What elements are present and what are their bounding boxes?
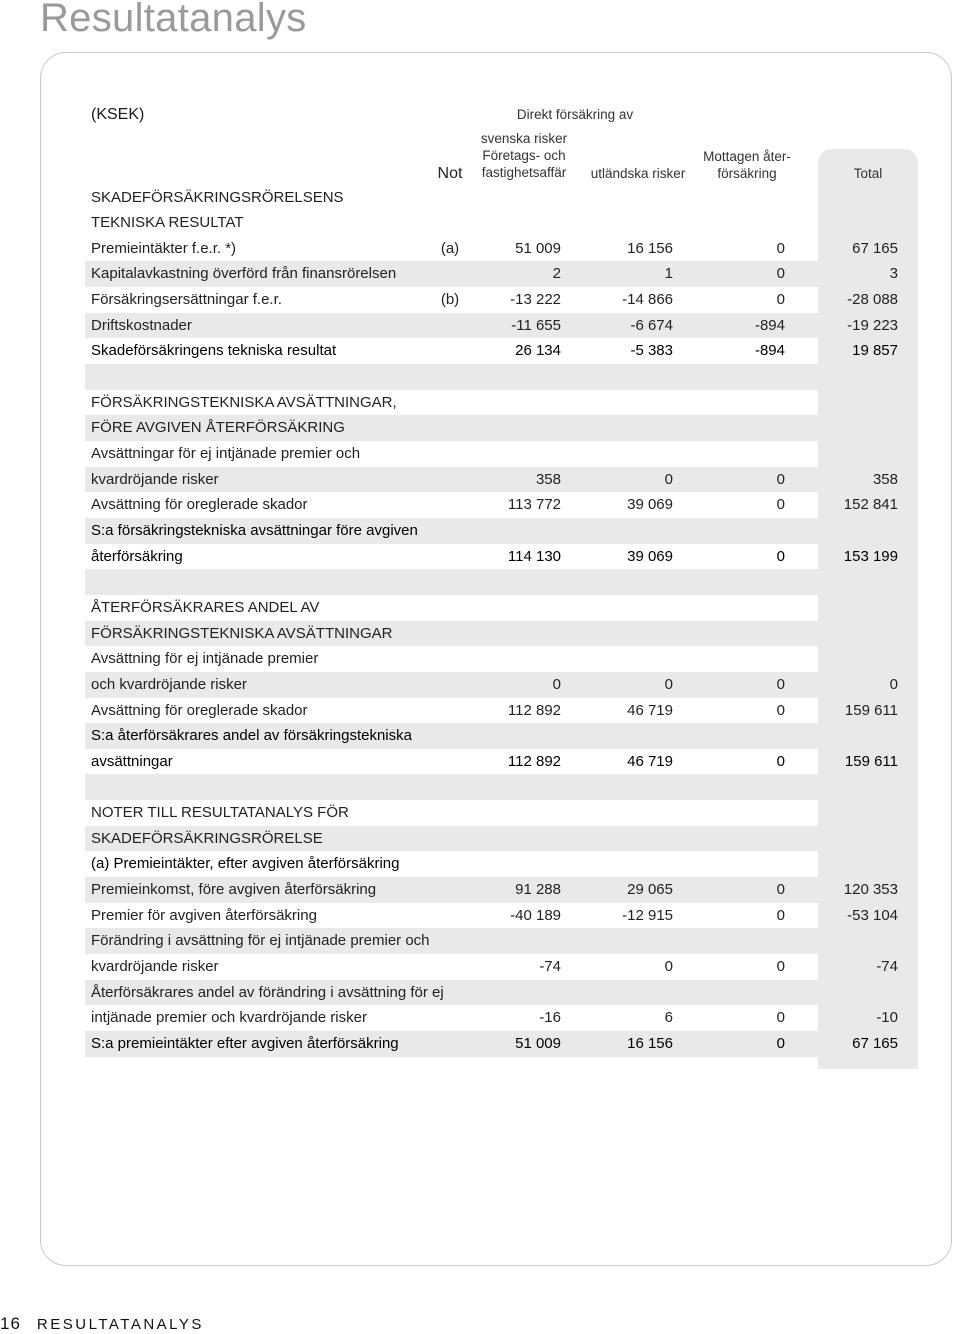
table-row bbox=[85, 390, 918, 416]
row-value-4: 152 841 bbox=[843, 496, 898, 514]
row-value-2: 29 065 bbox=[627, 881, 673, 899]
table-row bbox=[85, 903, 918, 929]
row-value-2: 46 719 bbox=[627, 701, 673, 719]
row-label: Förändring i avsättning för ej intjänade premier och bbox=[91, 932, 430, 950]
row-value-3: -894 bbox=[754, 342, 785, 360]
table-row bbox=[85, 313, 918, 339]
table-row bbox=[85, 851, 918, 877]
row-value-1: 2 bbox=[552, 265, 561, 283]
row-value-1: -40 189 bbox=[510, 906, 561, 924]
row-value-4: 159 611 bbox=[844, 701, 898, 719]
table-row bbox=[85, 826, 918, 852]
table-row bbox=[85, 364, 918, 390]
row-value-4: 67 165 bbox=[852, 239, 898, 257]
header-direkt: Direkt försäkring av bbox=[516, 107, 634, 122]
row-value-1: 112 892 bbox=[507, 701, 561, 719]
row-label: Avsättning för oreglerade skador bbox=[91, 496, 308, 514]
row-label: S:a återförsäkrares andel av försäkringstekniska bbox=[91, 727, 412, 745]
row-label: Avsättning för oreglerade skador bbox=[91, 701, 308, 719]
row-value-4: 19 857 bbox=[852, 342, 898, 360]
row-value-4: 3 bbox=[889, 265, 898, 283]
row-value-1: -13 222 bbox=[510, 291, 561, 309]
row-label: och kvardröjande risker bbox=[91, 675, 247, 693]
table-row bbox=[85, 236, 918, 262]
row-label: ÅTERFÖRSÄKRARES ANDEL AV bbox=[91, 598, 320, 616]
row-value-2: 16 156 bbox=[627, 1034, 673, 1052]
row-value-2: -5 383 bbox=[630, 342, 673, 360]
row-value-3: 0 bbox=[776, 1009, 785, 1027]
table-row bbox=[85, 646, 918, 672]
row-value-3: 0 bbox=[776, 470, 785, 488]
table-row bbox=[85, 928, 918, 954]
table-row bbox=[85, 980, 918, 1006]
row-value-1: 0 bbox=[552, 675, 561, 693]
row-label: Skadeförsäkringens tekniska resultat bbox=[91, 342, 337, 360]
row-value-1: 114 130 bbox=[507, 547, 561, 565]
row-note: (b) bbox=[440, 291, 460, 309]
table-row bbox=[85, 723, 918, 749]
row-value-4: 159 611 bbox=[844, 752, 898, 770]
row-value-3: 0 bbox=[776, 958, 785, 975]
row-value-2: 39 069 bbox=[627, 547, 673, 565]
row-value-4: -53 104 bbox=[847, 906, 898, 924]
table-row bbox=[85, 518, 918, 544]
row-value-2: 6 bbox=[664, 1009, 673, 1027]
row-label: Avsättningar för ej intjänade premier och bbox=[91, 445, 361, 462]
row-value-1: 51 009 bbox=[515, 239, 561, 257]
table-row bbox=[85, 261, 918, 287]
row-value-2: 0 bbox=[664, 958, 673, 975]
row-label: Försäkringsersättningar f.e.r. bbox=[91, 291, 282, 309]
row-value-3: 0 bbox=[776, 752, 785, 770]
header-not: Not bbox=[437, 165, 463, 182]
table-row bbox=[85, 338, 918, 364]
table-row bbox=[85, 415, 918, 441]
header-mottagen: Mottagen åter- försäkring bbox=[703, 149, 791, 181]
page-footer bbox=[0, 1314, 204, 1334]
header-utlandska-risker: utländska risker bbox=[590, 166, 686, 181]
row-label: TEKNISKA RESULTAT bbox=[91, 214, 244, 232]
row-value-2: 0 bbox=[664, 675, 673, 693]
row-label: FÖRSÄKRINGSTEKNISKA AVSÄTTNINGAR, bbox=[91, 393, 397, 411]
row-value-4: -10 bbox=[876, 1009, 898, 1027]
row-value-3: -894 bbox=[754, 316, 785, 334]
row-label: kvardröjande risker bbox=[91, 958, 219, 975]
row-label: Kapitalavkastning överförd från finansrörelsen bbox=[91, 265, 397, 283]
row-label: Premieintäkter f.e.r. *) bbox=[91, 239, 237, 257]
row-label: S:a premieintäkter efter avgiven återförsäkring bbox=[91, 1034, 399, 1052]
row-value-1: 91 288 bbox=[515, 881, 561, 899]
row-value-1: 358 bbox=[535, 470, 561, 488]
header-svenska-risker: svenska risker Företags- och fastighetsaffär bbox=[480, 131, 568, 180]
row-value-1: 113 772 bbox=[507, 496, 561, 514]
row-label: FÖRE AVGIVEN ÅTERFÖRSÄKRING bbox=[91, 419, 345, 437]
row-label: Premier för avgiven återförsäkring bbox=[91, 906, 317, 924]
row-label: SKADEFÖRSÄKRINGSRÖRELSE bbox=[91, 829, 323, 847]
footer-section: RESULTATANALYS bbox=[36, 1316, 204, 1333]
table-row bbox=[85, 185, 918, 211]
table-row bbox=[85, 1005, 918, 1031]
row-value-4: 67 165 bbox=[852, 1034, 898, 1052]
row-value-4: -19 223 bbox=[847, 316, 898, 334]
table-row bbox=[85, 492, 918, 518]
row-label: Driftskostnader bbox=[91, 316, 192, 334]
row-value-3: 0 bbox=[776, 496, 785, 514]
row-value-1: 51 009 bbox=[515, 1034, 561, 1052]
table-row bbox=[85, 544, 918, 570]
row-label: SKADEFÖRSÄKRINGSRÖRELSENS bbox=[91, 188, 344, 206]
row-label: avsättningar bbox=[91, 752, 173, 770]
row-value-2: -12 915 bbox=[622, 906, 673, 924]
row-label: återförsäkring bbox=[91, 547, 183, 565]
row-label: FÖRSÄKRINGSTEKNISKA AVSÄTTNINGAR bbox=[91, 624, 393, 642]
row-value-2: 16 156 bbox=[627, 239, 673, 257]
row-label: S:a försäkringstekniska avsättningar före avgiven bbox=[91, 521, 418, 539]
row-value-3: 0 bbox=[776, 1034, 785, 1052]
row-label: (a) Premieintäkter, efter avgiven återförsäkring bbox=[91, 855, 400, 873]
header-total: Total bbox=[853, 166, 883, 181]
table-row bbox=[85, 800, 918, 826]
table-row bbox=[85, 954, 918, 980]
row-note: (a) bbox=[440, 239, 460, 257]
row-value-1: 112 892 bbox=[507, 752, 561, 770]
page-title: Resultatanalys bbox=[40, 0, 307, 40]
row-label: Avsättning för ej intjänade premier bbox=[91, 650, 319, 668]
row-value-1: 26 134 bbox=[515, 342, 561, 360]
table-row bbox=[85, 287, 918, 313]
row-value-3: 0 bbox=[776, 675, 785, 693]
row-value-4: 358 bbox=[872, 470, 898, 488]
table-row bbox=[85, 698, 918, 724]
row-value-3: 0 bbox=[776, 547, 785, 565]
row-value-3: 0 bbox=[776, 881, 785, 899]
row-value-1: -16 bbox=[539, 1009, 561, 1027]
row-value-4: -28 088 bbox=[847, 291, 898, 309]
row-value-4: 120 353 bbox=[843, 881, 898, 899]
table-row bbox=[85, 467, 918, 493]
row-value-3: 0 bbox=[776, 701, 785, 719]
table-row bbox=[85, 569, 918, 595]
table-row bbox=[85, 1031, 918, 1057]
table-row bbox=[85, 749, 918, 775]
table-row bbox=[85, 672, 918, 698]
table-row bbox=[85, 595, 918, 621]
table-row bbox=[85, 877, 918, 903]
row-value-4: 0 bbox=[889, 675, 898, 693]
row-value-3: 0 bbox=[776, 239, 785, 257]
row-label: Premieinkomst, före avgiven återförsäkring bbox=[91, 881, 377, 899]
row-value-4: -74 bbox=[876, 958, 898, 975]
row-value-2: -14 866 bbox=[622, 291, 673, 309]
table-row bbox=[85, 774, 918, 800]
row-value-2: 1 bbox=[664, 265, 673, 283]
row-value-2: -6 674 bbox=[630, 316, 673, 334]
row-value-3: 0 bbox=[776, 265, 785, 283]
row-label: Återförsäkrares andel av förändring i avsättning för ej bbox=[91, 983, 444, 1001]
row-value-1: -11 655 bbox=[511, 316, 561, 334]
row-value-1: -74 bbox=[539, 958, 561, 975]
table-row bbox=[85, 210, 918, 236]
row-value-3: 0 bbox=[776, 291, 785, 309]
row-value-2: 39 069 bbox=[627, 496, 673, 514]
row-label: NOTER TILL RESULTATANALYS FÖR bbox=[91, 804, 349, 822]
table-row bbox=[85, 621, 918, 647]
table-row bbox=[85, 441, 918, 467]
row-value-3: 0 bbox=[776, 906, 785, 924]
row-value-4: 153 199 bbox=[843, 547, 898, 565]
page-number: 16 bbox=[0, 1314, 21, 1333]
row-value-2: 46 719 bbox=[627, 752, 673, 770]
row-value-2: 0 bbox=[664, 470, 673, 488]
row-label: kvardröjande risker bbox=[91, 470, 219, 488]
row-label: intjänade premier och kvardröjande risker bbox=[91, 1009, 367, 1027]
unit-label: (KSEK) bbox=[91, 106, 145, 123]
